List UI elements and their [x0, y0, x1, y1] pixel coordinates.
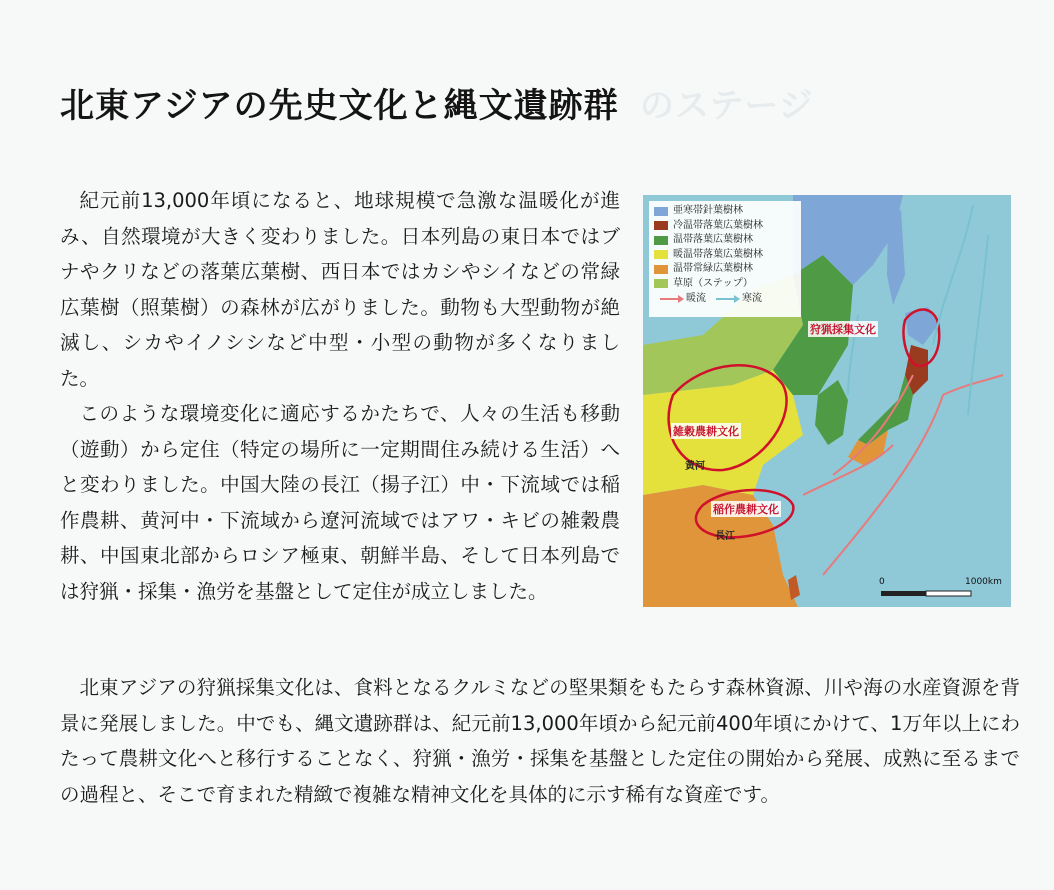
- legend-swatch: [654, 279, 668, 288]
- paragraph-3: 北東アジアの狩猟採集文化は、食料となるクルミなどの堅果類をもたらす森林資源、川や海の水産資源を背景に発展しました。中でも、縄文遺跡群は、紀元前13,000年頃から紀元前400年頃にかけて、1万年以上にわたって農耕文化へと移行することなく、狩猟・漁労・採集を基盤とした定住の開始から発展、成熟に至るまでの過程と、そこで育まれた精緻で複雑な精神文化を具体的に示す稀有な資産です。: [60, 676, 1020, 806]
- warm-current-4: [943, 375, 1003, 395]
- label-rice-culture: 稲作農耕文化: [713, 503, 779, 516]
- legend-swatch: [654, 221, 668, 230]
- legend-label: 冷温帯落葉広葉樹林: [673, 219, 763, 231]
- legend-item: [654, 277, 796, 292]
- legend-swatch: [654, 265, 668, 274]
- page-title: 北東アジアの先史文化と縄文遺跡群: [60, 86, 619, 126]
- main-text: [60, 183, 620, 609]
- scale-bar-light: [926, 591, 971, 596]
- legend-item: [654, 219, 796, 234]
- label-hunting-culture: 狩猟採集文化: [810, 323, 876, 336]
- label-yellow-river: 黄河: [685, 461, 705, 472]
- bottom-text: [60, 670, 1020, 812]
- legend-swatch: [654, 250, 668, 259]
- map-figure: [643, 195, 1011, 607]
- legend-label: 温帯落葉広葉樹林: [673, 234, 753, 245]
- legend-label: 温帯常緑広葉樹林: [673, 263, 753, 274]
- cold-current-1: [933, 205, 973, 345]
- ghost-heading: のステージ: [640, 86, 814, 126]
- scale-start: 0: [879, 577, 885, 587]
- map-legend: [649, 201, 801, 317]
- cold-current-label: 寒流: [742, 293, 762, 304]
- label-millet-culture: 雑穀農耕文化: [673, 425, 739, 438]
- legend-item: [654, 233, 796, 248]
- legend-label: 暖温帯落葉広葉樹林: [673, 248, 763, 260]
- paragraph-2: このような環境変化に適応するかたちで、人々の生活も移動（遊動）から定住（特定の場所に一定期間住み続ける生活）へと変わりました。中国大陸の長江（揚子江）中・下流域では稲作農耕、黄河中・下流域から遼河流域ではアワ・キビの雑穀農耕、中国東北部からロシア極東、朝鮮半島、そして日本列島では狩猟・採集・漁労を基盤として定住が成立しました。: [60, 402, 620, 603]
- legend-item: [654, 204, 796, 219]
- legend-label: 亜寒帯針葉樹林: [673, 205, 743, 216]
- legend-currents: [654, 292, 796, 307]
- warm-current-arrow-icon: [660, 298, 682, 300]
- legend-label: 草原（ステップ）: [673, 277, 753, 289]
- scale-end: 1000km: [965, 577, 1002, 587]
- legend-swatch: [654, 236, 668, 245]
- warm-current-label: 暖流: [686, 293, 706, 304]
- region-sakhalin: [887, 210, 905, 305]
- scale-bar-dark: [881, 591, 926, 596]
- paragraph-1: 紀元前13,000年頃になると、地球規模で急激な温暖化が進み、自然環境が大きく変わりました。日本列島の東日本ではブナやクリなどの落葉広葉樹、西日本ではカシやシイなどの常緑広葉樹（照葉樹）の森林が広がりました。動物も大型動物が絶滅し、シカやイノシシなど中型・小型の動物が多くなりました。: [60, 189, 620, 390]
- label-yangtze-river: 長江: [715, 531, 735, 542]
- cold-current-3: [968, 235, 988, 415]
- legend-item: [654, 262, 796, 277]
- legend-item: [654, 248, 796, 263]
- legend-swatch: [654, 207, 668, 216]
- cold-current-arrow-icon: [716, 298, 738, 300]
